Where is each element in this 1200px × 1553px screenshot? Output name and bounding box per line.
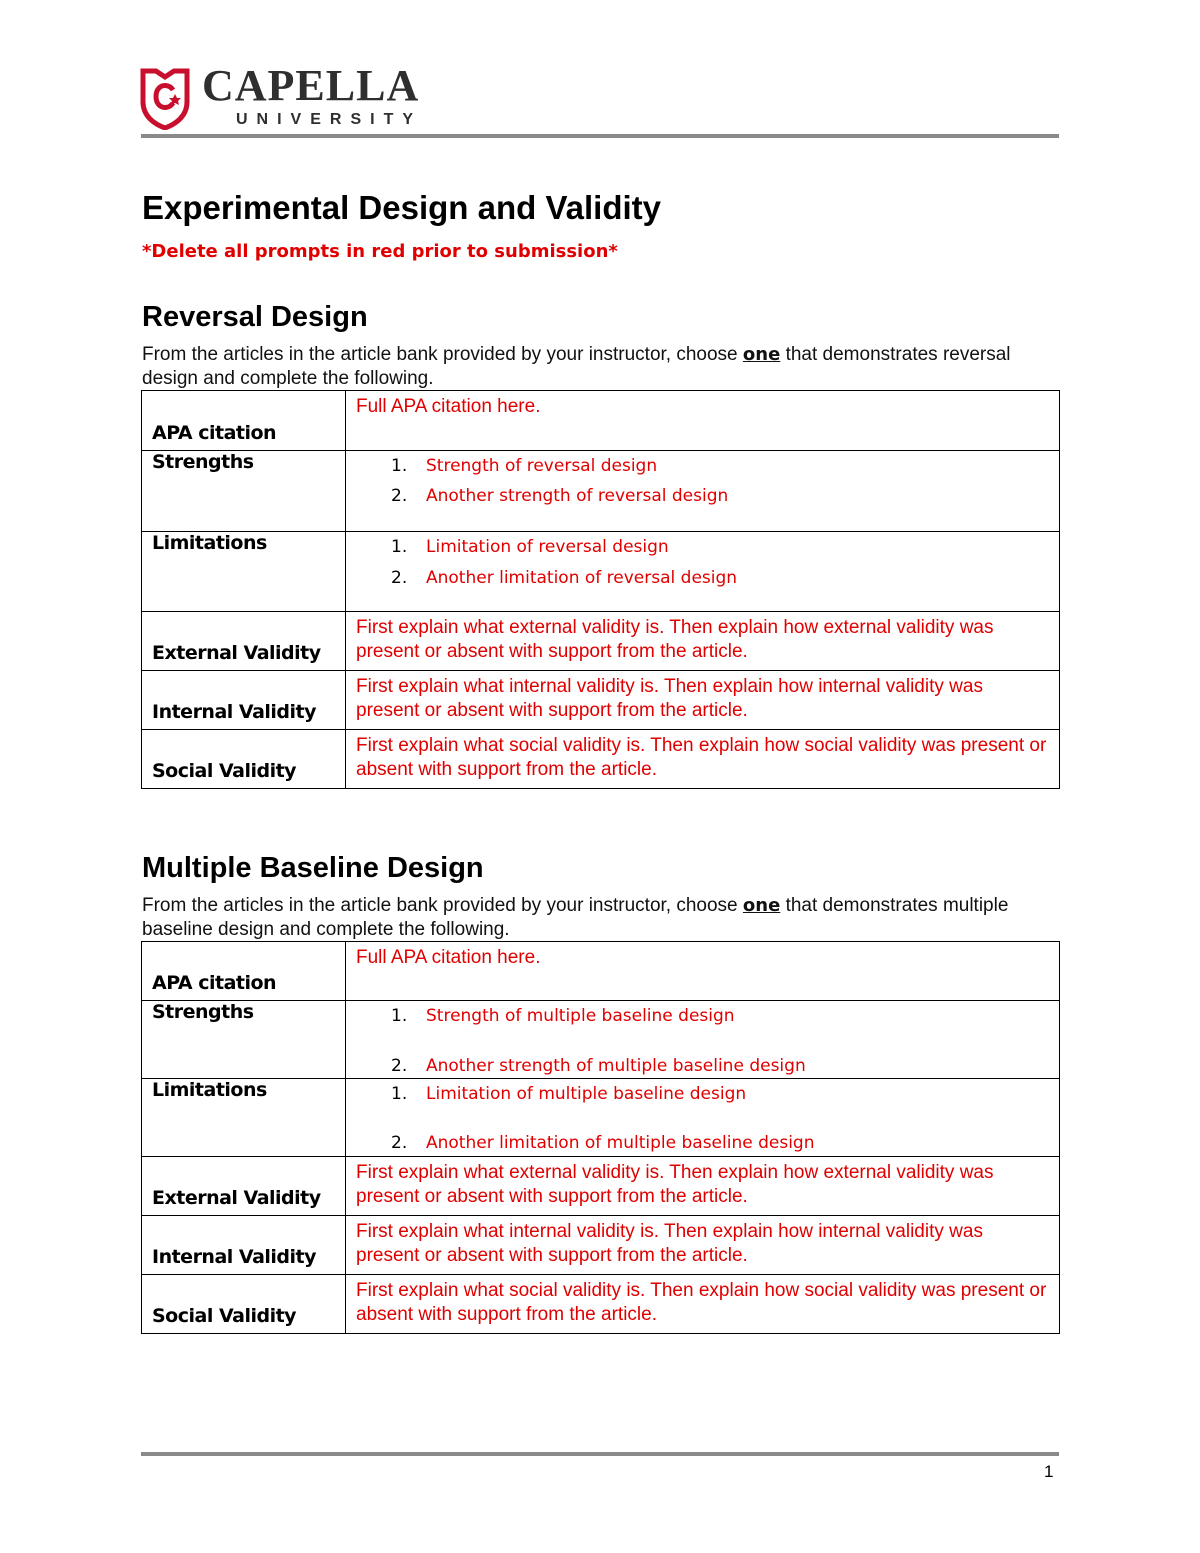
list-item: 2. Another strength of multiple baseline design: [391, 1056, 806, 1076]
row-label: Limitations: [142, 532, 346, 612]
external-validity-cell[interactable]: [346, 1157, 1060, 1216]
cell-text: First explain what social validity is. Then explain how social validity was present or absent with support from the article.: [356, 735, 1047, 780]
table-row-social-validity: [142, 730, 1060, 789]
strengths-list: [356, 1005, 1051, 1077]
limitations-cell[interactable]: [346, 532, 1060, 612]
row-label: Social Validity: [142, 730, 346, 789]
strengths-list: [356, 455, 1051, 507]
section-intro-reversal: [142, 343, 1062, 391]
section-title-multiple-baseline: Multiple Baseline Design: [142, 852, 484, 884]
row-label: APA citation: [142, 391, 346, 451]
section-intro-multiple-baseline: [142, 894, 1062, 942]
cell-text: First explain what external validity is. Then explain how external validity was present or absent with support from the article.: [356, 1162, 994, 1207]
table-row-internal-validity: [142, 671, 1060, 730]
table-row-strengths: [142, 451, 1060, 532]
internal-validity-cell[interactable]: [346, 671, 1060, 730]
row-label: APA citation: [142, 942, 346, 1001]
table-row-limitations: [142, 532, 1060, 612]
intro-emphasis: one: [742, 344, 781, 365]
table-row-internal-validity: [142, 1216, 1060, 1275]
table-row-external-validity: [142, 612, 1060, 671]
list-item: 2. Another strength of reversal design: [391, 486, 729, 506]
table-row-limitations: [142, 1079, 1060, 1157]
row-label: External Validity: [142, 612, 346, 671]
cell-text: Full APA citation here.: [356, 947, 541, 968]
table-row-external-validity: [142, 1157, 1060, 1216]
row-label: Social Validity: [142, 1275, 346, 1334]
limitations-cell[interactable]: [346, 1079, 1060, 1157]
footer-divider: [141, 1452, 1059, 1456]
intro-text: From the articles in the article bank provided by your instructor, choose: [142, 895, 743, 916]
list-item: 1. Limitation of reversal design: [391, 537, 669, 557]
table-row-strengths: [142, 1001, 1060, 1079]
intro-text: From the articles in the article bank provided by your instructor, choose: [142, 344, 743, 365]
header-divider: [141, 134, 1059, 138]
page-number: 1: [1044, 1462, 1054, 1481]
strengths-cell[interactable]: [346, 451, 1060, 532]
list-item: 1. Strength of multiple baseline design: [391, 1006, 735, 1026]
capella-logo: [140, 61, 440, 132]
list-item: 2. Another limitation of multiple baseline design: [391, 1133, 815, 1153]
intro-text: that demonstrates multiple baseline design and complete the following.: [142, 895, 1009, 940]
limitations-list: [356, 536, 1051, 589]
shield-icon: [140, 68, 190, 130]
logo-subtitle: UNIVERSITY: [236, 111, 423, 128]
row-label: External Validity: [142, 1157, 346, 1216]
section-title-reversal: Reversal Design: [142, 301, 368, 333]
cell-text: First explain what social validity is. Then explain how social validity was present or absent with support from the article.: [356, 1280, 1047, 1325]
apa-citation-cell[interactable]: [346, 391, 1060, 451]
list-item: 1. Limitation of multiple baseline design: [391, 1084, 747, 1104]
table-row-apa: [142, 391, 1060, 451]
list-item: 2. Another limitation of reversal design: [391, 568, 738, 588]
row-label: Internal Validity: [142, 671, 346, 730]
limitations-list: [356, 1083, 1051, 1154]
strengths-cell[interactable]: [346, 1001, 1060, 1079]
intro-emphasis: one: [742, 895, 781, 916]
social-validity-cell[interactable]: [346, 730, 1060, 789]
submission-prompt-note: *Delete all prompts in red prior to submission*: [142, 241, 618, 262]
table-row-social-validity: [142, 1275, 1060, 1334]
apa-citation-cell[interactable]: [346, 942, 1060, 1001]
multiple-baseline-table: [141, 941, 1060, 1334]
cell-text: First explain what internal validity is. Then explain how internal validity was present or absent with support from the article.: [356, 1221, 983, 1266]
social-validity-cell[interactable]: [346, 1275, 1060, 1334]
table-row-apa: [142, 942, 1060, 1001]
row-label: Limitations: [142, 1079, 346, 1157]
internal-validity-cell[interactable]: [346, 1216, 1060, 1275]
row-label: Strengths: [142, 451, 346, 532]
row-label: Internal Validity: [142, 1216, 346, 1275]
cell-text: Full APA citation here.: [356, 396, 541, 417]
reversal-design-table: [141, 390, 1060, 789]
cell-text: First explain what internal validity is. Then explain how internal validity was present or absent with support from the article.: [356, 676, 983, 721]
list-item: 1. Strength of reversal design: [391, 456, 658, 476]
document-title: Experimental Design and Validity: [142, 189, 661, 226]
intro-text: that demonstrates reversal design and complete the following.: [142, 344, 1011, 389]
row-label: Strengths: [142, 1001, 346, 1079]
external-validity-cell[interactable]: [346, 612, 1060, 671]
logo-wordmark: CAPELLA: [202, 61, 420, 110]
cell-text: First explain what external validity is. Then explain how external validity was present or absent with support from the article.: [356, 617, 994, 662]
